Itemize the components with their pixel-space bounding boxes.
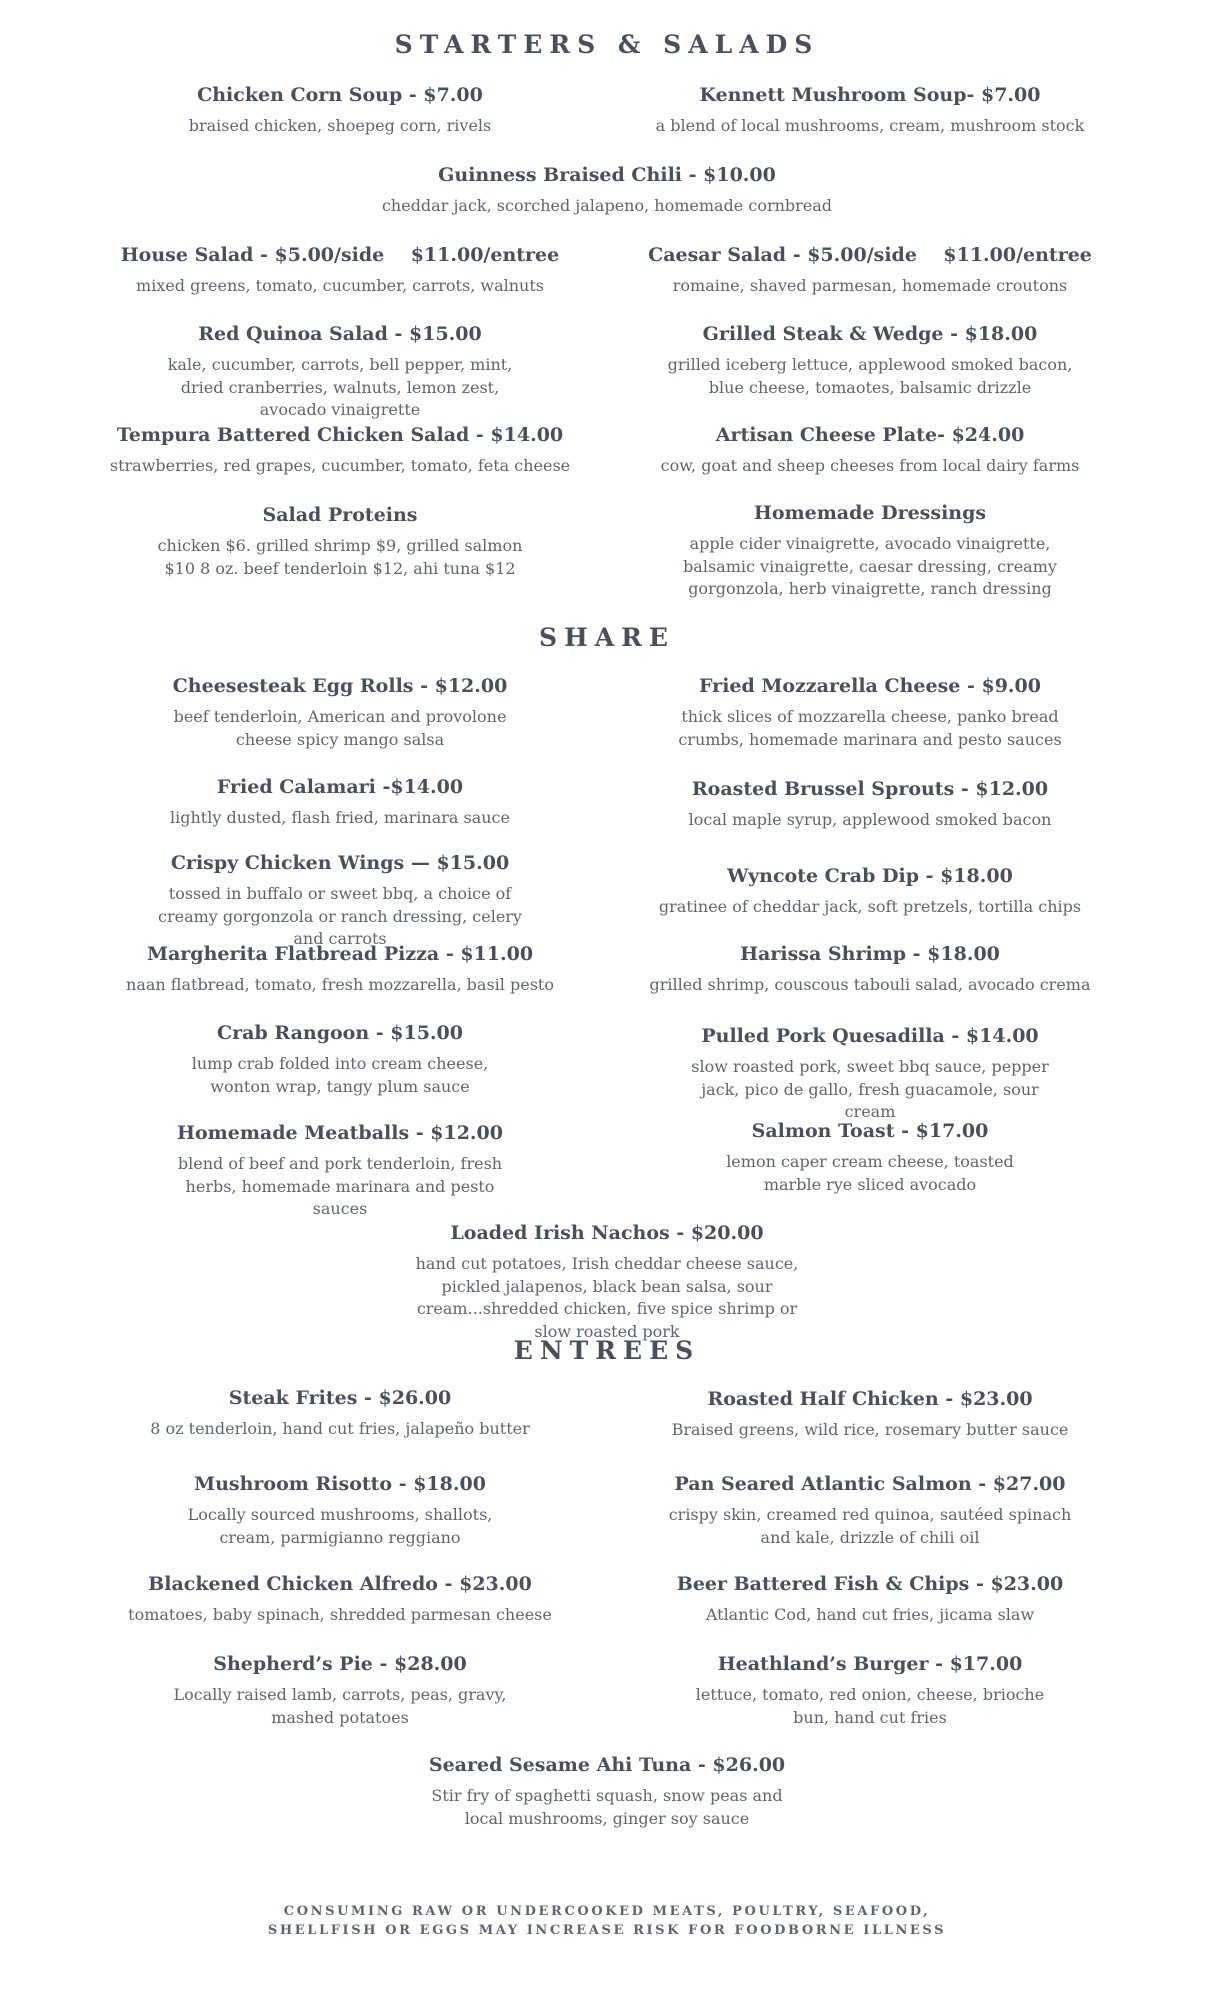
item-name: Homemade Dressings [753,502,987,524]
menu-item [630,83,1110,138]
section-title-share: SHARE [539,623,675,652]
item-name: Seared Sesame Ahi Tuna - $26.00 [428,1754,786,1776]
item-name: Fried Mozzarella Cheese - $9.00 [699,675,1041,697]
menu-item [100,423,580,478]
menu-item [100,1386,580,1441]
item-description: crispy skin, creamed red quinoa, sautéed spinach and kale, drizzle of chili oil [668,1505,1072,1547]
menu-item [100,851,580,951]
item-description: Locally raised lamb, carrots, peas, gravy, mashed potatoes [173,1685,507,1727]
item-description: naan flatbread, tomato, fresh mozzarella, basil pesto [126,975,554,994]
item-name: Kennett Mushroom Soup- $7.00 [699,84,1041,106]
item-description: braised chicken, shoepeg corn, rivels [188,116,492,135]
item-description: beef tenderloin, American and provolone cheese spicy mango salsa [173,707,507,749]
menu-item [630,1472,1110,1549]
item-name: Crispy Chicken Wings — $15.00 [170,852,510,874]
item-name: Cheesesteak Egg Rolls - $12.00 [172,675,508,697]
menu-item [100,674,580,751]
food-safety-disclaimer [0,1902,1214,1940]
item-description: tomatoes, baby spinach, shredded parmesan cheese [128,1605,552,1624]
item-description: lightly dusted, flash fried, marinara sauce [170,808,510,827]
menu-item [630,674,1110,751]
section-title-starters: STARTERS & SALADS [394,30,820,59]
item-name: Heathland’s Burger - $17.00 [717,1653,1023,1675]
item-description: Locally sourced mushrooms, shallots, cream, parmigianno reggiano [187,1505,493,1547]
item-description: lemon caper cream cheese, toasted marble rye sliced avocado [726,1152,1014,1194]
menu-item [630,777,1110,832]
menu-item [100,243,580,298]
item-description: thick slices of mozzarella cheese, panko bread crumbs, homemade marinara and pesto sauces [678,707,1062,749]
menu-item [630,1652,1110,1729]
item-description: Stir fry of spaghetti squash, snow peas and local mushrooms, ginger soy sauce [431,1786,783,1828]
menu-item [100,942,580,997]
item-name: Harissa Shrimp - $18.00 [740,943,1000,965]
menu-item [100,1652,580,1729]
item-description: chicken $6. grilled shrimp $9, grilled salmon $10 8 oz. beef tenderloin $12, ahi tuna $12 [157,536,523,578]
item-name: House Salad - $5.00/side $11.00/entree [120,244,560,266]
item-description: a blend of local mushrooms, cream, mushroom stock [655,116,1085,135]
menu-item [630,1024,1110,1124]
item-name: Salmon Toast - $17.00 [751,1120,989,1142]
menu-item [307,1221,907,1343]
menu-item [630,1572,1110,1627]
menu-item [100,1121,580,1221]
menu-item [100,1021,580,1098]
menu-item [630,1387,1110,1442]
item-description: lump crab folded into cream cheese, wonton wrap, tangy plum sauce [191,1054,489,1096]
item-name: Grilled Steak & Wedge - $18.00 [702,323,1038,345]
menu-item [307,1753,907,1830]
item-description: mixed greens, tomato, cucumber, carrots, walnuts [136,276,544,295]
item-name: Artisan Cheese Plate- $24.00 [715,424,1025,446]
menu-item [630,864,1110,919]
menu-item [630,423,1110,478]
item-name: Salad Proteins [262,504,418,526]
item-description: apple cider vinaigrette, avocado vinaigrette, balsamic vinaigrette, caesar dressing, creamy gorgonzola, herb vinaigrette, ranch dressing [683,534,1057,598]
item-name: Chicken Corn Soup - $7.00 [197,84,483,106]
item-description: hand cut potatoes, Irish cheddar cheese sauce, pickled jalapenos, black bean salsa, sour cream...shredded chicken, five spice shrimp or slow roasted pork [415,1254,799,1341]
disclaimer-line-2: SHELLFISH OR EGGS MAY INCREASE RISK FOR FOODBORNE ILLNESS [267,1923,947,1938]
menu-item [630,501,1110,601]
item-description: Atlantic Cod, hand cut fries, jicama slaw [705,1605,1035,1624]
menu-item [630,942,1110,997]
item-name: Pulled Pork Quesadilla - $14.00 [701,1025,1039,1047]
item-description: lettuce, tomato, red onion, cheese, brioche bun, hand cut fries [695,1685,1045,1727]
item-description: cow, goat and sheep cheeses from local dairy farms [660,456,1080,475]
item-name: Steak Frites - $26.00 [228,1387,452,1409]
item-name: Loaded Irish Nachos - $20.00 [450,1222,764,1244]
menu-item [100,322,580,422]
item-name: Beer Battered Fish & Chips - $23.00 [676,1573,1064,1595]
item-name: Shepherd’s Pie - $28.00 [213,1653,467,1675]
menu-item [630,1119,1110,1196]
item-description: blend of beef and pork tenderloin, fresh herbs, homemade marinara and pesto sauces [177,1154,503,1218]
item-name: Red Quinoa Salad - $15.00 [198,323,482,345]
item-name: Pan Seared Atlantic Salmon - $27.00 [674,1473,1066,1495]
item-description: romaine, shaved parmesan, homemade croutons [672,276,1068,295]
item-description: strawberries, red grapes, cucumber, tomato, feta cheese [109,456,571,475]
item-description: Braised greens, wild rice, rosemary butter sauce [671,1420,1069,1439]
menu-item [630,243,1110,298]
item-name: Roasted Brussel Sprouts - $12.00 [691,778,1049,800]
menu-item [100,83,580,138]
item-description: gratinee of cheddar jack, soft pretzels, tortilla chips [658,897,1082,916]
item-name: Mushroom Risotto - $18.00 [194,1473,486,1495]
menu-item [100,503,580,580]
menu-item [630,322,1110,399]
item-description: grilled iceberg lettuce, applewood smoked bacon, blue cheese, tomaotes, balsamic drizzle [667,355,1073,397]
disclaimer-line-1: CONSUMING RAW OR UNDERCOOKED MEATS, POULTRY, SEAFOOD, [283,1904,931,1919]
item-description: tossed in buffalo or sweet bbq, a choice of creamy gorgonzola or ranch dressing, celery and carrots [158,884,522,948]
menu-item [100,1572,580,1627]
item-name: Crab Rangoon - $15.00 [217,1022,463,1044]
item-description: 8 oz tenderloin, hand cut fries, jalapeño butter [150,1419,530,1438]
item-name: Fried Calamari -$14.00 [216,776,464,798]
item-name: Blackened Chicken Alfredo - $23.00 [148,1573,532,1595]
menu-item [100,775,580,830]
item-description: cheddar jack, scorched jalapeno, homemade cornbread [381,196,833,215]
item-name: Homemade Meatballs - $12.00 [177,1122,503,1144]
item-name: Wyncote Crab Dip - $18.00 [727,865,1013,887]
item-description: local maple syrup, applewood smoked bacon [688,810,1052,829]
menu-item [100,1472,580,1549]
menu-item [307,163,907,218]
item-name: Roasted Half Chicken - $23.00 [707,1388,1033,1410]
item-description: grilled shrimp, couscous tabouli salad, avocado crema [649,975,1091,994]
item-name: Tempura Battered Chicken Salad - $14.00 [116,424,564,446]
item-name: Guinness Braised Chili - $10.00 [438,164,776,186]
item-description: slow roasted pork, sweet bbq sauce, pepper jack, pico de gallo, fresh guacamole, sour cream [691,1057,1049,1121]
section-title-entrees: ENTREES [513,1336,701,1365]
item-name: Caesar Salad - $5.00/side $11.00/entree [648,244,1092,266]
item-description: kale, cucumber, carrots, bell pepper, mint, dried cranberries, walnuts, lemon zest, avocado vinaigrette [167,355,513,419]
item-name: Margherita Flatbread Pizza - $11.00 [146,943,534,965]
